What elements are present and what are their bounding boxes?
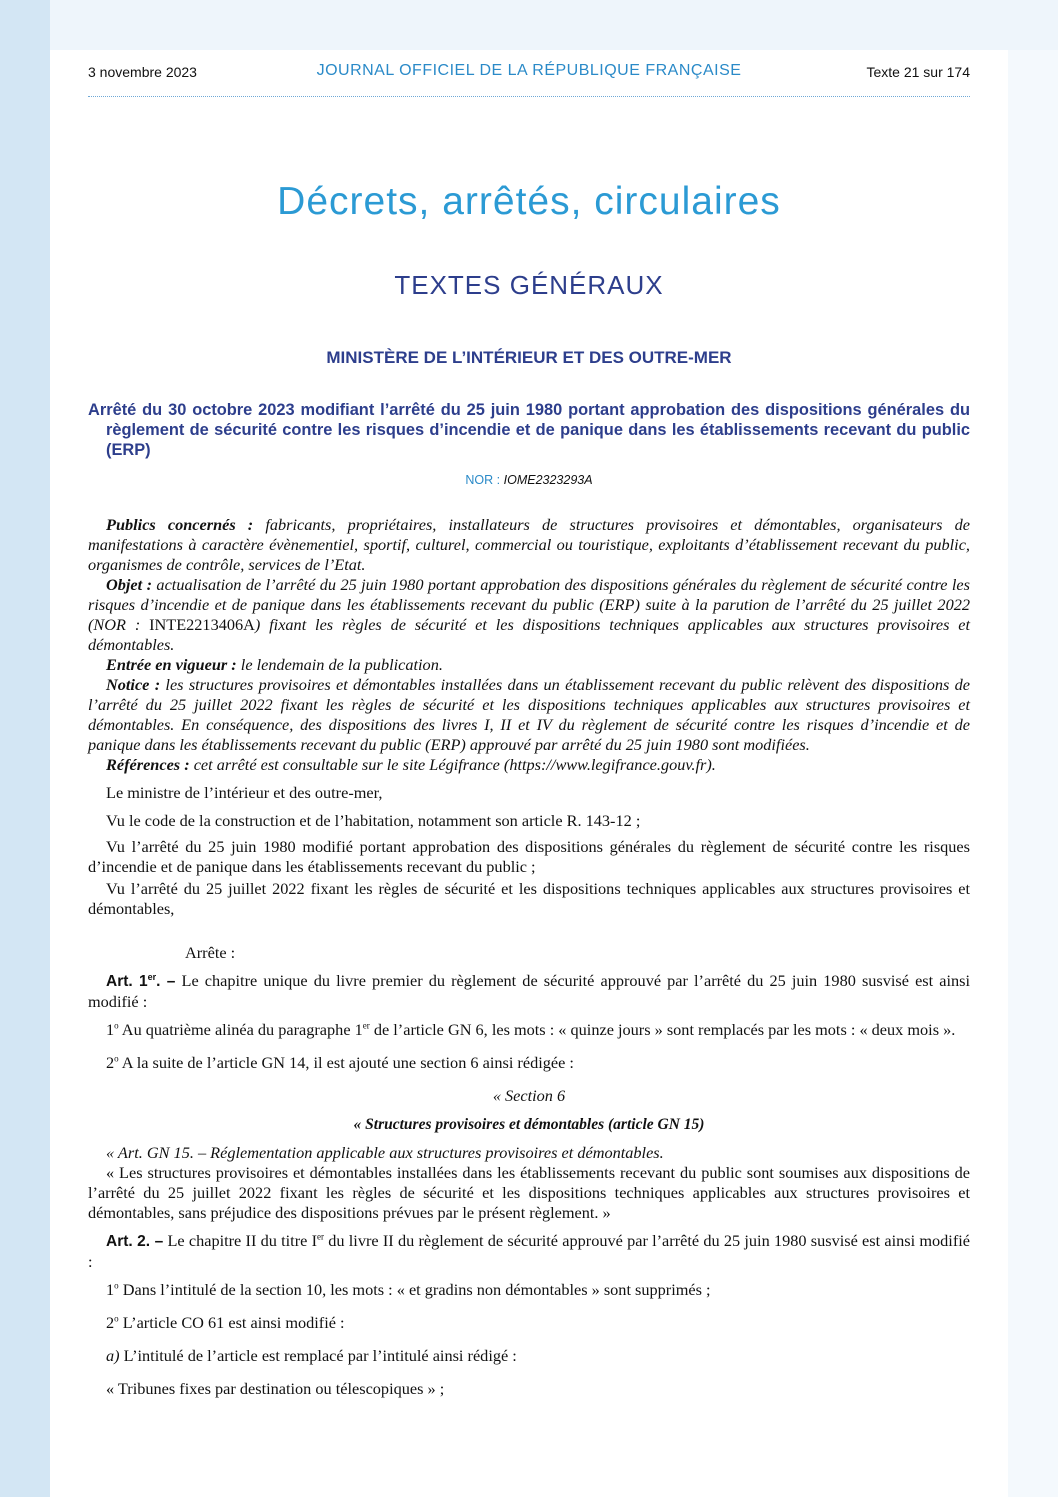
section-6-label [88, 1086, 970, 1106]
article-1-label [106, 973, 175, 990]
section-6-text: Section 6 [505, 1086, 566, 1105]
article-2 [88, 1231, 970, 1272]
article-2-item-1-text: Dans l’intitulé de la section 10, les mots : « et gradins non démontables » sont supprimés ; [118, 1280, 711, 1299]
article-1-item-1-text-b: de l’article GN 6, les mots : « quinze jours » sont remplacés par les mots : « deux mois ». [369, 1020, 956, 1039]
article-2-item-2-num: 2 [106, 1313, 115, 1332]
article-2-item-1 [88, 1280, 970, 1300]
summary-notice [88, 675, 970, 755]
page-header [88, 62, 970, 84]
article-1-label-sup: er [147, 971, 157, 982]
objet-label: Objet : [106, 575, 153, 594]
ministry-heading: MINISTÈRE DE L’INTÉRIEUR ET DES OUTRE-MER [326, 348, 732, 367]
article-2-label: Art. 2. – [106, 1233, 164, 1250]
preamble-vu-2: Vu l’arrêté du 25 juin 1980 modifié portant approbation des dispositions générales du règlement de sécurité contre les risques d’incendie et de panique dans les établissements recevant du public ; [88, 837, 970, 876]
summary-entree [88, 655, 970, 675]
article-2-item-a-text: L’intitulé de l’article est remplacé par l’intitulé ainsi rédigé : [119, 1346, 517, 1365]
nor-label: NOR : [465, 473, 501, 487]
entree-text: le lendemain de la publication. [236, 655, 443, 674]
section-6-heading-text: « Structures provisoires et démontables (article GN 15) [353, 1116, 705, 1133]
references-text: cet arrêté est consultable sur le site Légifrance (https://www.legifrance.gouv.fr). [189, 755, 716, 774]
article-1 [88, 971, 970, 1012]
gn15-title: « Art. GN 15. – Réglementation applicable aux structures provisoires et démontables. [106, 1143, 664, 1162]
article-1-item-2-text: A la suite de l’article GN 14, il est ajouté une section 6 ainsi rédigée : [118, 1053, 574, 1072]
article-2-item-1-sup: o [114, 1280, 119, 1291]
notice-text: les structures provisoires et démontables installées dans un établissement recevant du public relèvent des dispositions de l’arrêté du 25 juillet 2022 fixant les règles de sécurité et les dispositions techniques applicables aux structures provisoires et démontables. En conséquence, des dispositions des livres I, II et IV du règlement de sécurité contre les risques d’incendie et de panique dans les établissements recevant du public (ERP) approuvé par arrêté du 25 juin 1980 sont modifiées. [88, 675, 970, 754]
preamble-minister: Le ministre de l’intérieur et des outre-mer, [106, 783, 383, 802]
references-label: Références : [106, 755, 190, 774]
article-2-text-a: Le chapitre II du titre I [163, 1231, 318, 1250]
preamble-vu-1: Vu le code de la construction et de l’habitation, notamment son article R. 143-12 ; [106, 811, 641, 830]
header-journal-title: JOURNAL OFFICIEL DE LA RÉPUBLIQUE FRANÇAISE [316, 62, 742, 79]
entree-label: Entrée en vigueur : [106, 655, 237, 674]
article-2-item-2 [88, 1313, 970, 1333]
subsection-title: TEXTES GÉNÉRAUX [394, 270, 664, 300]
section-6-prefix: « [492, 1086, 506, 1105]
article-1-item-1-sup: o [114, 1020, 119, 1031]
article-2-item-2-sup: o [114, 1313, 119, 1324]
article-2-sup: er [317, 1231, 325, 1242]
objet-nor: INTE2213406A [149, 615, 255, 634]
article-2-item-1-num: 1 [106, 1280, 115, 1299]
header-date: 3 novembre 2023 [88, 64, 197, 80]
header-text-number: Texte 21 sur 174 [866, 64, 970, 80]
top-margin-band [50, 0, 1058, 50]
summary-references [88, 755, 970, 775]
article-1-item-1-sup2: er [362, 1020, 370, 1031]
article-1-item-2-sup: o [114, 1053, 119, 1064]
header-divider [88, 96, 970, 97]
document-body [88, 515, 970, 1399]
gn15-text: « Les structures provisoires et démontables installées dans les établissements recevant du public sont soumises aux dispositions de l’arrêté du 25 juillet 2022 fixant les règles de sécurité et les dispositions techniques applicables aux structures provisoires et démontables, sans préjudice des dispositions prévues par le présent règlement. » [88, 1163, 970, 1222]
article-2-item-a [88, 1346, 970, 1366]
document-title [88, 400, 970, 460]
article-1-item-2-num: 2 [106, 1053, 115, 1072]
summary-publics [88, 515, 970, 575]
article-1-label-a: Art. 1 [106, 973, 148, 990]
article-2-item-a-label: a) [106, 1346, 120, 1365]
publics-text: fabricants, propriétaires, installateurs de structures provisoires et démontables, organisateurs de manifestations à caractère évènementiel, sportif, culturel, commercial ou touristique, exploitants d’établissement recevant du public, organismes de contrôle, services de l’Etat. [88, 515, 970, 574]
notice-label: Notice : [106, 675, 161, 694]
article-1-item-2 [88, 1053, 970, 1073]
article-2-item-2-text: L’article CO 61 est ainsi modifié : [118, 1313, 345, 1332]
right-margin-band [1008, 50, 1058, 1497]
article-1-text: Le chapitre unique du livre premier du règlement de sécurité approuvé par l’arrêté du 25 juin 1980 susvisé est ainsi modifié : [88, 971, 971, 1011]
left-margin-band [0, 0, 50, 1497]
article-1-item-1 [88, 1020, 970, 1040]
article-2-quote: « Tribunes fixes par destination ou télescopiques » ; [106, 1379, 445, 1398]
nor-reference [88, 473, 970, 487]
section-title: Décrets, arrêtés, circulaires [277, 180, 781, 223]
article-2-text-b: du livre II du règlement de sécurité approuvé par l’arrêté du 25 juin 1980 susvisé est ainsi modifié : [88, 1231, 970, 1271]
article-1-label-b: . – [156, 973, 176, 990]
article-1-item-1-text-a: Au quatrième alinéa du paragraphe 1 [118, 1020, 363, 1039]
publics-label: Publics concernés : [106, 515, 254, 534]
objet-text-1: actualisation de l’arrêté du 25 juin 1980 portant approbation des dispositions générales du règlement de sécurité contre les risques d’incendie et de panique dans les établissements recevant du public (ERP) suite à la parution de l’arrêté du 25 juillet 2022 (NOR : [88, 575, 970, 634]
section-6-heading [88, 1114, 970, 1135]
preamble-arrete: Arrête : [185, 943, 236, 962]
nor-value: IOME2323293A [503, 473, 593, 487]
preamble-vu-3: Vu l’arrêté du 25 juillet 2022 fixant les règles de sécurité et les dispositions techniques applicables aux structures provisoires et démontables, [88, 879, 970, 918]
document-title-text: Arrêté du 30 octobre 2023 modifiant l’arrêté du 25 juin 1980 portant approbation des dispositions générales du règlement de sécurité contre les risques d’incendie et de panique dans les établissements recevant du public (ERP) [88, 401, 970, 459]
summary-objet [88, 575, 970, 655]
article-1-item-1-num: 1 [106, 1020, 115, 1039]
objet-text-2: ) fixant les règles de sécurité et les dispositions techniques applicables aux structures provisoires et démontables. [88, 615, 970, 654]
